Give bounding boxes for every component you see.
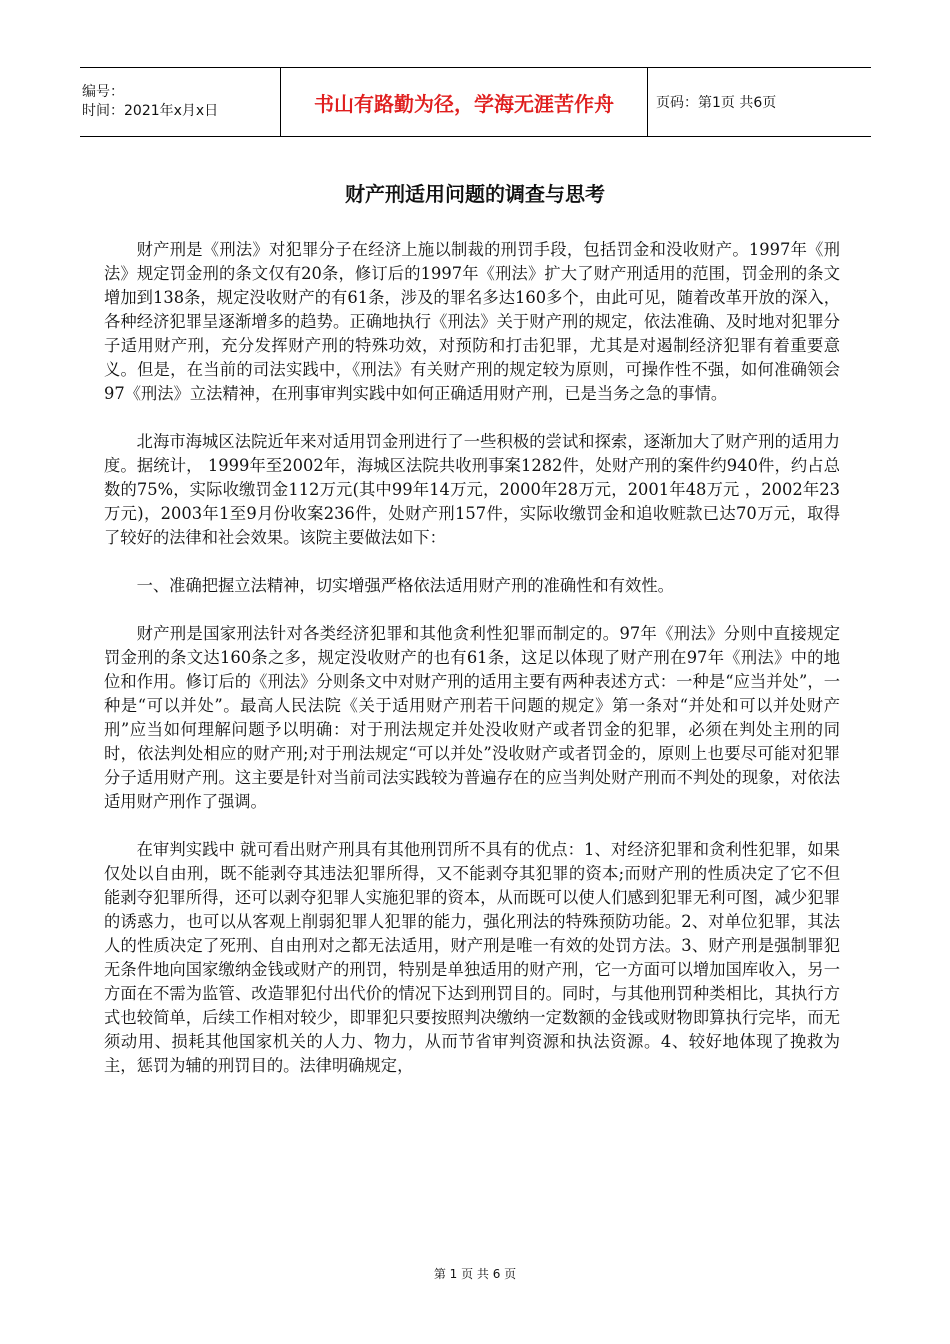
section-heading: 一、准确把握立法精神，切实增强严格依法适用财产刑的准确性和有效性。 <box>136 576 674 595</box>
header-motto-cell <box>281 68 648 137</box>
header-meta <box>80 68 281 137</box>
header-table <box>80 67 871 137</box>
document-number-label: 编号： <box>82 84 124 100</box>
motto-text: 书山有路勤为径，学海无涯苦作舟 <box>314 91 614 116</box>
document-title: 财产刑适用问题的调查与思考 <box>345 182 605 206</box>
paragraph: 在审判实践中 就可看出财产刑具有其他刑罚所不具有的优点：1、对经济犯罪和贪利性犯罪，如果仅处以自由刑，既不能剥夺其违法犯罪所得，又不能剥夺其犯罪的资本;而财产刑的性质决定了它不但能剥夺犯罪所得，还可以剥夺犯罪人实施犯罪的资本，从而既可以使人们感到犯罪无利可图，减少犯罪的诱惑力，也可以从客观上削弱犯罪人犯罪的能力，强化刑法的特殊预防功能。2、对单位犯罪，其法人的性质决定了死刑、自由刑对之都无法适用，财产刑是唯一有效的处罚方法。3、财产刑是强制罪犯无条件地向国家缴纳金钱或财产的刑罚，特别是单独适用的财产刑，它一方面可以增加国库收入，另一方面在不需为监管、改造罪犯付出代价的情况下达到刑罚目的。同时，与其他刑罚种类相比，其执行方式也较简单，后续工作相对较少，即罪犯只要按照判决缴纳一定数额的金钱或财物即算执行完毕，而无须动用、损耗其他国家机关的人力、物力，从而节省审判资源和执法资源。4、较好地体现了挽救为主，惩罚为辅的刑罚目的。法律明确规定， <box>104 840 840 1075</box>
paragraph: 财产刑是《刑法》对犯罪分子在经济上施以制裁的刑罚手段，包括罚金和没收财产。1997年《刑法》规定罚金刑的条文仅有20条，修订后的1997年《刑法》扩大了财产刑适用的范围，罚金刑的条文增加到138条，规定没收财产的有61条，涉及的罪名多达160多个，由此可见，随着改革开放的深入，各种经济犯罪呈逐渐增多的趋势。正确地执行《刑法》关于财产刑的规定，依法准确、及时地对犯罪分子适用财产刑，充分发挥财产刑的特殊功效，对预防和打击犯罪，尤其是对遏制经济犯罪有着重要意义。但是，在当前的司法实践中，《刑法》有关财产刑的规定较为原则，可操作性不强，如何准确领会97《刑法》立法精神，在刑事审判实践中如何正确适用财产刑，已是当务之急的事情。 <box>104 240 840 403</box>
header-page-info: 页码：第1页 共6页 <box>648 68 872 137</box>
document-body <box>104 238 840 1102</box>
paragraph: 财产刑是国家刑法针对各类经济犯罪和其他贪利性犯罪而制定的。97年《刑法》分则中直接规定罚金刑的条文达160条之多，规定没收财产的也有61条，这足以体现了财产刑在97年《刑法》中的地位和作用。修订后的《刑法》分则条文中对财产刑的适用主要有两种表述方式：一种是“应当并处”，一种是“可以并处”。最高人民法院《关于适用财产刑若干问题的规定》第一条对“并处和可以并处财产刑”应当如何理解问题予以明确：对于刑法规定并处没收财产或者罚金的犯罪，必须在判处主刑的同时，依法判处相应的财产刑;对于刑法规定“可以并处”没收财产或者罚金的，原则上也要尽可能对犯罪分子适用财产刑。这主要是针对当前司法实践较为普遍存在的应当判处财产刑而不判处的现象，对依法适用财产刑作了强调。 <box>104 624 840 811</box>
paragraph: 北海市海城区法院近年来对适用罚金刑进行了一些积极的尝试和探索，逐渐加大了财产刑的适用力度。据统计， 1999年至2002年，海城区法院共收刑事案1282件，处财产刑的案件约940件，约占总数的75%，实际收缴罚金112万元(其中99年14万元，2000年28万元，2001年48万元 ，2002年23万元)，2003年1至9月份收案236件，处财产刑157件，实际收缴罚金和追收赃款已达70万元，取得了较好的法律和社会效果。该院主要做法如下： <box>104 432 840 547</box>
document-date: 时间：2021年x月x日 <box>82 103 219 119</box>
page-footer: 第 1 页 共 6 页 <box>433 1267 517 1281</box>
